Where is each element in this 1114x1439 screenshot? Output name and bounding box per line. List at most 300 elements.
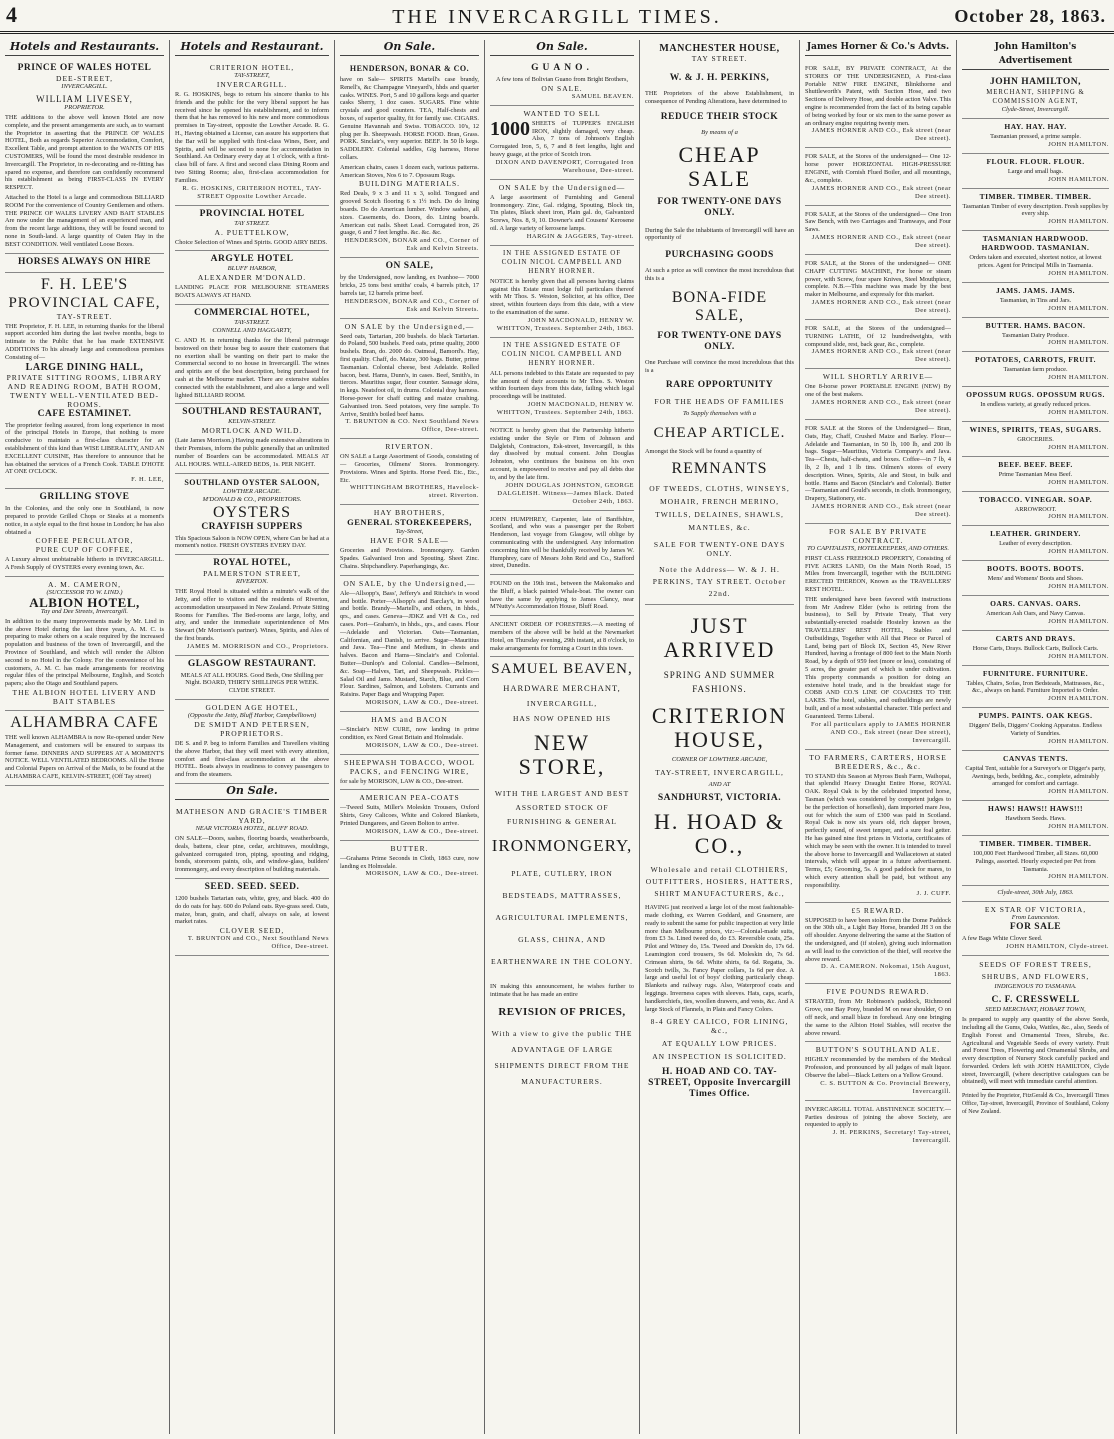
ad-body: for sale by MORISON, LAW & CO., Dee-street. <box>340 777 464 785</box>
hamilton-item <box>962 631 1109 666</box>
ad-morison-law <box>340 576 479 712</box>
ad-signature: JAMES HORNER AND CO., Esk street (near Dee street). <box>811 127 951 143</box>
hamilton-item-title: CARTS AND DRAYS. <box>995 633 1076 643</box>
ad-argyle-hotel <box>175 251 329 305</box>
ad-body: HIGHLY recommended by the members of the Medical Profession, and pronounced by all judges of malt liquor. Observe the label—Black Letters on a Yellow Ground. <box>805 1056 951 1079</box>
ad-signature: JAMES M. MORRISON and CO., Proprietors. <box>186 642 329 650</box>
hamilton-item-body: Capital Tent, suitable for a Surveyor's or Digger's party, Awnings, beds, bedding, &c., complete, admirably arranged for comfort and carriage. <box>965 764 1106 788</box>
ad-body: ANCIENT ORDER OF FORESTERS.—A meeting of members of the above will be held at the Newmarket Hotel, on Thursday evening, 29th instant, at 8 o'clock, to make arrangements for forming a Court in this town. <box>490 621 634 652</box>
ad-southland-oyster-saloon <box>175 474 329 556</box>
ad-cheap-sale: CHEAP SALE <box>678 141 761 191</box>
ad-street: Tay-Street, <box>395 528 424 536</box>
ad-royal-oak-horse <box>805 750 951 903</box>
ad-sheepwash-tobacco <box>340 755 479 791</box>
ad-commercial-hotel <box>175 305 329 404</box>
ad-signature: MORISON, LAW & CO., Dee-street. <box>365 870 479 878</box>
hamilton-item-body: Mens' and Womens' Boots and Shoes. <box>987 575 1084 583</box>
hamilton-item <box>962 352 1109 387</box>
ad-sub: HARDWARE MERCHANT, <box>503 683 621 694</box>
ad-body-3: IN making this announcement, he wishes further to intimate that he has made an entire <box>490 983 634 999</box>
ad-name: ALEXANDER M'DONALD. <box>197 273 307 283</box>
ad-title: COMMERCIAL HOTEL, <box>194 307 310 318</box>
ad-title: ALBION HOTEL, <box>29 594 140 610</box>
ad-abstinence-society <box>805 1101 951 1149</box>
ad-signature: DIXON AND DAVENPORT, Corrugated Iron Warehouse, Dee-street. <box>495 158 634 174</box>
hamilton-item-signature: JOHN HAMILTON. <box>1048 873 1109 881</box>
ad-purchasing: PURCHASING GOODS <box>665 250 774 261</box>
ad-beds: TWENTY WELL-VENTILATED BED-ROOMS. <box>9 390 160 409</box>
hamilton-item-body: Tasmanian Timber of every description. Fresh supplies by every ship. <box>962 202 1109 218</box>
ad-signature: T. BRUNTON and CO., Next Southland News Office, Dee-street. <box>187 935 329 951</box>
hamilton-item <box>962 119 1109 154</box>
ad-oysters: OYSTERS <box>212 503 292 521</box>
ad-body: R. G. HOSKINS, begs to return his sincere thanks to his friends and the public for the very liberal support he has received since he opened his establishment, and to inform them that he has removed to his new and more commodious premises in Tay-street, opposite the Lowther Arcade. R. G. H., Having obtained a License, can assure his supporters that the Bar will be supplied with first-class Wines, Beer, and Spirits, and will be second to none for accommodation in Southland. An Ordinary every day at 1 o'clock, with a first-class bill of fare. A first and second class Dining Room and two Sitting Rooms; also, first-class accommodation for Families. <box>175 91 329 184</box>
ad-town: RIVERTON. <box>235 578 269 586</box>
ad-southland-restaurant <box>175 404 329 473</box>
ad-horizontal-engine <box>805 148 951 205</box>
hamilton-item-body: American Ash Oars, and Navy Canvas. <box>986 609 1085 617</box>
ad-cup: PURE CUP OF COFFEE, <box>35 545 134 555</box>
hamilton-item-body: Tasmanian Dairy Produce. <box>1002 331 1069 339</box>
hamilton-item <box>962 492 1109 527</box>
ad-grilling-stove <box>5 489 164 577</box>
ad-body-2: A Luxury almost unobtainable hitherto in INVERCARGILL. A Fresh Supply of OYSTERS every evening town, &c. <box>5 556 164 572</box>
ad-body-2: During the Sale the inhabitants of Invercargill will have an opportunity of <box>645 226 794 242</box>
ad-body: Is prepared to supply any quantity of the above Seeds, including all the Gums, Oaks, Wattles, &c., also, Seeds of English Forest and Ornamental Trees, Shrubs, &c. Agricultural and Vegetable Seeds of every variety. Fruit and Forest Trees, Flowering and Ornamental Shrubs, and every description of Nursery Stock carefully packed and forwarded. Orders left with JOHN HAMILTON, Clyde street, Invercargill, (where descriptive catalogues can be obtained), will meet with immediate careful attention. <box>962 1016 1109 1086</box>
ad-sale: SALE FOR TWENTY-ONE DAYS ONLY. <box>653 540 786 559</box>
newspaper-title: THE INVERCARGILL TIMES. <box>392 6 722 28</box>
hamilton-item-body: Leather of every description. <box>999 540 1072 548</box>
ad-title: BUTTON'S SOUTHLAND ALE. <box>815 1045 941 1055</box>
ad-title: ALHAMBRA CAFE <box>10 714 159 732</box>
ad-wanted-to-sell <box>490 106 634 180</box>
ad-days: FOR TWENTY-ONE DAYS ONLY. <box>657 196 782 218</box>
ad-crayfish: CRAYFISH SUPPERS <box>201 521 303 532</box>
ad-signature: MORISON, LAW & CO., Dee-street. <box>365 741 479 749</box>
ad-butter <box>340 841 479 883</box>
ad-title: CRITERION HOTEL, <box>209 63 295 72</box>
ad-name: A. PUETTELKOW, <box>214 227 290 237</box>
ad-saw-bench <box>805 206 951 255</box>
ad-body: DE S. and P. beg to inform Families and Travellers visiting the above Harbor, that they will meet with every attention, comfort and first-class accommodation at the above HOTEL. Boats always in readiness to convey passengers to and from the steamers. <box>175 740 329 779</box>
ad-john-humphrey <box>490 511 634 576</box>
ad-assigned-estate-2 <box>490 338 634 422</box>
ad-samuel-beaven <box>490 657 634 1094</box>
ad-calico: 8-4 GREY CALICO, FOR LINING, &c., <box>650 1017 789 1036</box>
ad-hay-brothers <box>340 505 479 575</box>
ad-signature: R. G. HOSKINS, CRITERION HOTEL, TAY-STREET Opposite Lowther Arcade. <box>182 184 322 200</box>
ad-sub: GENERAL STOREKEEPERS, <box>347 517 472 528</box>
ad-body: FOR SALE, at the Stores of the undersigned— One Iron Saw Bench, with two Carriages and Tramways, and Four Saws. <box>805 210 951 234</box>
ad-signature: WHITTINGHAM BROTHERS, Havelock-street. Riverton. <box>349 484 479 500</box>
column-hotels-restaurant-2 <box>170 40 335 1434</box>
ad-title: SEEDS OF FOREST TREES, SHRUBS, AND FLOWERS, <box>979 960 1092 982</box>
hamilton-item-signature: JOHN HAMILTON. <box>1048 513 1109 521</box>
ad-body-2: The proprietor feeling assured, from long experience in most of the principal Hotels in Europe, that nothing is more conducive to maintain a first-class character for an establishment of this kind than WISE LIBERALITY, AND AN EXCELLENT CUISINE, Has therefore to announce that he has obtained the services of a French Cook. TABLE D'HOTE AT ONE O'CLOCK. <box>5 421 164 476</box>
ad-portable-engine <box>805 369 951 420</box>
hamilton-item-signature: JOHN HAMILTON. <box>1048 218 1109 226</box>
ad-remnants: REMNANTS <box>671 460 768 478</box>
ad-title: FOR SALE BY PRIVATE CONTRACT. <box>829 526 927 545</box>
hamilton-item-title: FLOUR. FLOUR. FLOUR. <box>986 156 1085 166</box>
ad-title: SAMUEL BEAVEN, <box>491 661 633 678</box>
ad-body: FOR SALE, at the Stores of the undersigned— TURNING LATHE, Of 12 hundredweights, with compound slide, rest, back gear, &c., complete. <box>805 324 951 348</box>
ad-body: ON SALE a Large Assortment of Goods, consisting of— Groceries, Oilmens' Stores. Ironmongery. Provisions. Wines and Spirits. Horse Feed. Etc., Etc., Etc. <box>340 453 479 484</box>
ad-title: ON SALE, <box>385 261 434 272</box>
ad-names: DE SMIDT AND PETERSEN, PROPRIETORS. <box>194 720 310 739</box>
ad-clover: CLOVER SEED, <box>219 926 285 936</box>
ad-store: NEW STORE, <box>518 730 606 780</box>
ad-seed <box>175 879 329 956</box>
ad-title: BUTTER. <box>390 843 429 853</box>
ad-alhambra-cafe <box>5 711 164 786</box>
hamilton-item <box>962 526 1109 561</box>
ad-body-3: At such a price as will convince the most incredulous that this is a <box>645 267 794 282</box>
column-on-sale <box>335 40 485 1434</box>
ad-hargin-jaggers <box>490 180 634 246</box>
ad-revision: REVISION OF PRICES, <box>498 1006 626 1019</box>
ad-title: SOUTHLAND RESTAURANT, <box>182 407 322 418</box>
ad-body: Groceries and Provisions. Ironmongery. Garden Spades. Galvanised Iron and Spouting. Sheet Zinc. Chains. Shipchandlery. Paperhangings, &c. <box>340 547 479 571</box>
hamilton-item <box>962 457 1109 492</box>
hamilton-item-body: Large and small bags. <box>1007 167 1064 175</box>
column-john-hamilton <box>957 40 1114 1434</box>
ad-stores-goods <box>805 420 951 524</box>
hamilton-item-body: ARROWROOT. <box>1014 505 1057 513</box>
ad-place: Clyde-Street, Invercargill. <box>1001 106 1070 113</box>
hamilton-item-title: PUMPS. PAINTS. OAK KEGS. <box>978 711 1093 721</box>
hamilton-item-signature: JOHN HAMILTON. <box>1048 652 1109 660</box>
ad-signature: MORISON, LAW & CO., Dee-street. <box>365 827 479 835</box>
section-header: John Hamilton's Advertisement <box>962 40 1109 70</box>
ad-signature: Note the Address— W. & J. H. PERKINS, TAY STREET. October 22nd. <box>652 565 787 599</box>
ad-body-2: THE undersigned have been favored with instructions from Mr Andrew Elder (who is retiring from the business), to Sell by Private Treaty, That very substantially-erected roadside Hostelry known as the TRAVELLERS' REST HOTEL, Stables and Outbuildings, Together with All that Piece or Parcel of Land, being part of Block IX, Section 45, New River Hundred, having a frontage of 800 feet to the Main North Road, by a depth of 959 feet (more or less), consisting of 5 acres, the greater part of which is under cultivation. This property commands a position for doing an extensive hotel trade, and is the breakfast stage for COBB AND CO.'S LINE OF COACHES TO THE LAKES. The hotel, stables, and outbuildings are newly built, and of a most substantial character. Title perfect and Guaranteed. Terms Liberal. <box>805 595 951 720</box>
ad-found-whale-boat <box>490 575 634 616</box>
hamilton-item-title: OPOSSUM RUGS. OPOSSUM RUGS. <box>966 390 1105 400</box>
ad-title: WANTED TO SELL <box>523 108 601 118</box>
ad-place: SEED MERCHANT, HOBART TOWN, <box>985 1006 1086 1014</box>
ad-five-pounds-reward <box>805 984 951 1042</box>
ad-henderson-bonar <box>340 60 479 258</box>
ad-signature: JOHN MACDONALD, HENRY W. WHITTON, Trustees. September 24th, 1863. <box>496 316 634 332</box>
ad-timber-yard <box>175 804 329 879</box>
ad-signature: H. HOAD AND CO. TAY-STREET, Opposite Invercargill Times Office. <box>648 1067 791 1100</box>
ad-body: INVERCARGILL TOTAL ABSTINENCE SOCIETY.—Parties desirous of joining the above Society, are requested to apply to <box>805 1105 951 1129</box>
ad-body: NOTICE is hereby given that all persons having claims against this Estate must lodge full particulars thereof with Mr Thos. S. Weston, Solicitor, at his office, Dee street, within fourteen days from this date, with a view to the examination of the same. <box>490 277 634 316</box>
ad-body: LANDING PLACE FOR MELBOURNE STEAMERS BOATS ALWAYS AT HAND. <box>175 284 329 300</box>
ad-title: HAMS and BACON <box>371 715 448 725</box>
hamilton-item-signature: JOHN HAMILTON. <box>1048 788 1109 796</box>
ad-proprietor-name: WILLIAM LIVESEY, <box>36 94 133 104</box>
column-on-sale-2 <box>485 40 640 1434</box>
ad-body: FOR SALE, at the Stores of the undersigned— One 12-horse power HORIZONTAL HIGH-PRESSURE ENGINE, with Cornish Flued Boiler, and all mountings, &c., complete. <box>805 153 951 184</box>
ad-body-2: WITH THE LARGEST AND BEST ASSORTED STOCK OF FURNISHING & GENERAL <box>494 789 630 827</box>
ad-names: MORTLOCK AND WILD. <box>201 426 303 436</box>
hamilton-item <box>962 231 1109 283</box>
hamilton-item-title: LEATHER. GRINDERY. <box>990 529 1081 539</box>
hamilton-item-body: Prime Tasmanian Mess Beef. <box>998 470 1073 478</box>
hamilton-item-signature: JOHN HAMILTON. <box>1048 822 1109 830</box>
hamilton-item-signature: JOHN HAMILTON. <box>1048 617 1109 625</box>
ad-sub: TO CAPITALISTS, HOTELKEEPERS, AND OTHERS. <box>806 544 950 552</box>
ad-body: FOR SALE at the Stores of the Undersigned— Bran, Oats, Hay, Chaff, Crushed Maize and Barley. Flour—Adelaide and Tasmanian, in 50 lb, 100 lb, and 200 lb bags. Sugar—Mauritius, Victoria Company's and Java. Tea—Chests, half-chests, and boxes. Coffee—in 7 lb, 4 lb, 2 lb, and 1 lb tins. Oilmen's stores of every description. Wines, Spirits, Ale and Stout, in bulk and bottle. Hams and Bacon (Sinclair's and Colonial). Butter—Tasmanian and Gould's seconds, in cloth. Ironmongery, Drapery, Stationery, etc. <box>805 424 951 503</box>
ad-stables: THE ALBION HOTEL LIVERY AND BAIT STABLES <box>12 688 157 707</box>
ad-supply: To Supply themselves with a <box>682 410 757 418</box>
ad-title: MATHESON AND GRACIE'S TIMBER YARD, <box>176 807 328 826</box>
ad-signature: HARGIN & JAGGERS, Tay-street. <box>526 232 634 240</box>
ad-body: Choice Selection of Wines and Spirits. GOOD AIRY BEDS. <box>175 238 328 246</box>
ad-body: One 8-horse power PORTABLE ENGINE (NEW) By one of the best makers. <box>805 383 951 399</box>
ad-body: have on Sale— SPIRITS Martell's case brandy, Renell's, &c Champagne Vineyard's, hhds and quarter casks. WINES. Port, 5 and 10 gallons kegs and quarter casks Sherry, 1 doz cases. SUGARS. Fine white crystals and good counters. TEA, Half-chests and boxes, of superior quality, fit for family use. CIGARS. Genuine Havannah and Swiss. TOBACCO. 10's, 12 plug per lb. Sheepwash. HORSE FOOD. Bran, Grass. PORK. Sinclair's, very superior. BEEF. In 50 lb kegs. SADDLERY. Colonial saddles, Gig harness, Horse collars. <box>340 76 479 161</box>
ad-reduce: REDUCE THEIR STOCK <box>660 111 779 122</box>
ad-criterion-house <box>645 605 794 1104</box>
ad-corner: CORNER OF LOWTHER ARCADE, <box>671 756 768 764</box>
hamilton-item-signature: JOHN HAMILTON. <box>1048 582 1109 590</box>
ad-body: FIRST CLASS FREEHOLD PROPERTY, Consisting of FIVE ACRES LAND, On the Main North Road, 15 Miles from Invercargill, together with the BUILDING ERECTED THEREON, Known as the TRAVELLERS' REST HOTEL. <box>805 554 951 594</box>
ad-provincial-cafe <box>5 273 164 490</box>
ad-body: FOR SALE, at the Stores of the undersigned— ONE CHAFF CUTTING MACHINE, For horse or steam power, with Screw, four spare Knives, Steel Mouthpiece, complete. N.B.—This machine was made by the best maker in Melbourne, and expressly for this market. <box>805 259 951 299</box>
ad-names: CONNELL AND HAGGARTY, <box>212 326 292 334</box>
ad-title: IN THE ASSIGNED ESTATE OF COLIN NICOL CAMPBELL AND HENRY HORNER. <box>501 249 623 275</box>
hamilton-item-title: TIMBER. TIMBER. TIMBER. <box>979 191 1092 201</box>
ad-signature: MORISON, LAW & CO., Dee-street. <box>365 699 479 707</box>
ad-guano <box>490 60 634 106</box>
hamilton-item-signature: JOHN HAMILTON. <box>1048 269 1109 277</box>
ad-body: MEALS AT ALL HOURS. Good Beds, One Shilling per Night. BOARD, THIRTY SHILLINGS PER WEEK. CLYDE STREET. <box>180 671 324 695</box>
ad-list: OF TWEEDS, CLOTHS, WINSEYS, MOHAIR, FRENCH MERINO, TWILLS, DELAINES, SHAWLS, MANTLES, &c. <box>649 484 790 533</box>
ad-place: (Opposite the Jetty, Bluff Harbor, Campbelltown) <box>187 712 317 720</box>
ad-turning-lathe <box>805 320 951 369</box>
ad-inspection: AN INSPECTION IS SOLICITED. <box>652 1052 787 1062</box>
ad-body: FOUND on the 19th inst., between the Makomako and the Bluff, a black painted Whale-boat. The owner can have the same by applying to James Clancy, near M'Nutty's Accommodation House, Bluff Road. <box>490 580 634 611</box>
ad-hall: LARGE DINING HALL, <box>25 361 144 373</box>
ad-signature: JOHN DOUGLAS JOHNSTON, GEORGE DALGLEISH. Witness—James Black. Dated October 24th, 1863. <box>497 481 634 505</box>
hamilton-item <box>962 596 1109 631</box>
ad-body: ON SALE—Doors, sashes, flooring boards, weatherboards, deals, battens, clear pine, cedar, architraves, mouldings, galvanized corrugated iron, piping, spouting and ridging, bonds, storeroom paints, oils, and window-glass, builders' ironmongery, and every description of building materials. <box>175 835 329 874</box>
ad-list: PLATE, CUTLERY, IRON BEDSTEADS, MATTRASSES, AGRICULTURAL IMPLEMENTS, GLASS, CHINA, AND EARTHENWARE IN THE COLONY. <box>491 869 633 967</box>
ad-sub: INDIGENOUS TO TASMANIA. <box>994 983 1077 991</box>
ad-body: Wholesale and retail CLOTHIERS, OUTFITTERS, HOSIERS, HATTERS, SHIRT MANUFACTURERS, &c., <box>645 865 794 899</box>
hamilton-item-signature: JOHN HAMILTON. <box>1048 695 1109 703</box>
ad-cresswell-seeds <box>962 956 1109 1121</box>
ad-street: TAY-STREET, INVERCARGILL, <box>655 768 784 778</box>
ad-fire-engine <box>805 60 951 148</box>
ad-signature: J. J. CUFF. <box>916 889 951 897</box>
hamilton-item <box>962 318 1109 353</box>
ad-travellers-rest <box>805 524 951 750</box>
ad-town: INVERCARGILL. <box>216 80 288 89</box>
hamilton-item <box>962 283 1109 318</box>
ad-signature: JOHN MACDONALD, HENRY W. WHITTON, Trustees. September 24th, 1863. <box>496 400 634 416</box>
ad-criterion-hotel <box>175 60 329 206</box>
ad-street: TAY-STREET. <box>234 318 270 326</box>
section-header: Hotels and Restaurant. <box>175 40 329 56</box>
hamilton-item-signature: JOHN HAMILTON. <box>1048 737 1109 745</box>
ad-street: KELVIN-STREET. <box>228 418 276 426</box>
ad-prices: AT EQUALLY LOW PRICES. <box>661 1039 778 1049</box>
ad-name: H. HOAD & CO., <box>653 809 786 859</box>
ad-body: THE Proprietors of the above Establishment, in consequence of Pending Alterations, have determined to <box>645 90 794 105</box>
hamilton-item <box>962 666 1109 709</box>
ad-body-extra: Attached to the Hotel is a large and commodious BILLIARD ROOM For the convenience of Country Gentlemen and others. THE PRINCE OF WALES LIVERY AND BAIT STABLES Are now under the management of an experienced man, and from the recent large additions, they will be found second to none in South-land. A large quantity of Oaten Hay in the BEST CONDITION. Well ventilated Loose Boxes. <box>5 193 164 248</box>
ad-title: PRINCE OF WALES HOTEL <box>17 63 152 73</box>
ad-albion-hotel <box>5 577 164 711</box>
hamilton-item-title: HAWS! HAWS!! HAWS!!! <box>987 804 1083 814</box>
ad-body: HAS NOW OPENED HIS <box>512 714 612 724</box>
ad-glasgow-restaurant <box>175 656 329 700</box>
ad-place: Clyde-street, 30th July, 1863. <box>997 889 1074 897</box>
ad-town: INVERCARGILL, <box>526 699 598 709</box>
ad-body: SHEETS of TUPPER'S ENGLISH IRON, slightly damaged, very cheap. Also, 7 tons of Johnson's English Corrugated Iron, 5, 6, 7 and 8 feet lengths, light and heavy guage, at the price of Scotch iron. <box>490 119 634 158</box>
ad-hamilton-date <box>962 886 1109 902</box>
ad-body: In addition to the many improvements made by Mr. Lind in the above Hotel during the last three years, A. M. C. is preparing to make others on a scale required by the increased population and business of the town of Invercargill, and the Province of Southland, and which will render the Albion second to no Hotel in the Colony. For the convenience of his customers, A. M. C. has made arrangements for receiving regular files of the principal Melbourne, English, and Scotch papers; also the Otago and Southland papers. <box>5 617 164 688</box>
ad-body-5: Amongst the Stock will be found a quantity of <box>645 448 762 456</box>
hamilton-item-signature: JOHN HAMILTON. <box>1048 304 1109 312</box>
ad-names: M'DONALD & CO., PROPRIETORS. <box>202 495 302 503</box>
hamilton-item-title: TASMANIAN HARDWOOD. HARDWOOD. TASMANIAN. <box>981 234 1090 253</box>
hamilton-item-signature: JOHN HAMILTON. <box>1048 548 1109 556</box>
ad-body-2: HAVING just received a large lot of the most fashionable-made clothing, ex Warren Goddard, and Grasmere, are ready to submit the same for public inspection at very little more than Melbourne prices, viz:—Colonial-made suits, from £3 3s. Lined tweed do, do £3. Reversible coats, 25s. Pilot and Witney do, 15s. Tweed and Doeskin do, 17s 6d. Leamington cord trousers, 9s 6d. Moleskin do, 7s 6d. Crimean shirts, 9s 6d. White shirts, 6s 6d. Regatta, 3s. Scotch twills, 3s. Fancy Paper collars, 1s 6d per doz. A large and useful lot of boys' clothing particularly cheap. Blankets and railway rugs. Also, Waterproof coats and leggings. Inverness capes with sleeves. Hats, caps, scarfs, handkerchiefs, ties, woollen drawers, and vests, &c. And A large Stock of Flannels, in Plain and Fancy Colors. <box>645 904 794 1013</box>
ad-body-more: American chairs, cases 1 dozen each, various patterns. American Stoves, Nos 6 to 7. Opossum Rugs. <box>340 163 479 179</box>
ad-body-2: Red Deals, 9 x 3 and 11 x 3, solid. Tongued and grooved Scotch flooring 6 x 1½ inch. Do do lining boards. Do do American lumber. Window sashes, all sizes. Casements, do. Doors, do. Lining boards. American cut nails. Sheet Lead. Corrugated iron, 26 guage, 6 and 7 feet lengths. &c. &c. &c. <box>340 190 479 237</box>
hamilton-item-signature: JOHN HAMILTON. <box>1048 339 1109 347</box>
hamilton-item-title: WINES, SPIRITS, TEAS, SUGARS. <box>969 424 1102 434</box>
ad-place: NEAR VICTORIA HOTEL, BLUFF ROAD. <box>195 825 309 833</box>
ad-john-hamilton-header <box>962 74 1109 119</box>
ad-title: IN THE ASSIGNED ESTATE OF COLIN NICOL CAMPBELL AND HENRY HORNER. <box>501 341 623 367</box>
ad-body: In the Colonies, and the only one in Southland, is now prepared to provide Grilled Chops or Steaks at a moment's notice, in a style equal to the first house in London; he has also obtained a <box>5 505 164 536</box>
ad-title: JOHN HAMILTON, <box>990 77 1081 87</box>
section-header-on-sale: On Sale. <box>175 784 329 800</box>
ad-title: £5 REWARD. <box>851 905 905 915</box>
hamilton-item <box>962 836 1109 886</box>
ad-and: AND AT <box>708 781 731 789</box>
hamilton-item-title: BEEF. BEEF. BEEF. <box>998 459 1073 469</box>
ad-partnership-notice <box>490 422 634 511</box>
ad-body-4: One Purchase will convince the most incredulous that this is a <box>645 358 794 374</box>
ad-body: —Tweed Suits, Miller's Moleskin Trousers, Oxford Shirts, Grey Calicoes, White and Colored Blankets, Printed Dungarees, and Green Bolton to arrive. <box>340 804 479 828</box>
ad-whittingham-riverton <box>340 439 479 505</box>
ad-body: —Sinclair's NEW CURE, now landing in prime condition, ex Nord Great Britain and Holmsdale. <box>340 726 479 741</box>
ad-star-of-victoria <box>962 902 1109 956</box>
ad-signature: JAMES HORNER AND CO., Esk street (near Dee street). <box>811 398 951 414</box>
section-header: Hotels and Restaurants. <box>5 40 164 56</box>
hamilton-item-body: Tables, Chairs, Sofas, Iron Bedsteads, Mattrasses, &c., &c., always on hand. Furniture Imported to Order. <box>966 679 1105 695</box>
ad-name: PROVINCIAL CAFE, <box>8 294 161 311</box>
ad-signature: J. H. PERKINS, Secretary! Tay-street, Invercargill. <box>832 1129 951 1145</box>
ad-street: Tay and Dee Streets, Invercargill. <box>40 607 129 615</box>
ad-signature: JAMES HORNER AND CO., Esk street (near Dee street). <box>811 233 951 249</box>
hamilton-item <box>962 751 1109 801</box>
ad-street: TAY STREET. <box>234 219 270 227</box>
ad-body: (Late James Morrison.) Having made extensive alterations in their Premises, inform the public generally that an unlimited number of Boarders can be accommodated. MEALS AT ALL HOURS. WELL-AIRED BEDS, 1s. PER NIGHT. <box>175 437 329 468</box>
ad-signature: F. H. LEE, <box>131 476 164 484</box>
hamilton-item <box>962 387 1109 422</box>
ad-title: ON SALE by the Undersigned,— <box>344 321 475 331</box>
ad-rare: RARE OPPORTUNITY <box>665 380 774 391</box>
ad-street: TAY-STREET, <box>234 72 270 79</box>
ad-body: NOTICE is hereby given that the Partnership hitherto existing under the Style or Firm of Johnson and Dalgleish, Contractors, Esk-street, Invercargill, is this day dissolved by mutual consent. John Douglas Johnston, who continues the business on his own account, is empowered to receive and pay all debts due to, and by the late firm. <box>490 426 634 481</box>
ad-assigned-estate-1 <box>490 246 634 338</box>
hamilton-item-title: CANVAS TENTS. <box>1003 753 1068 763</box>
hamilton-item-body: GROCERIES. <box>1017 435 1054 443</box>
ad-coffee: COFFEE PERCULATOR, <box>35 536 134 546</box>
section-header: James Horner & Co.'s Advts. <box>805 40 951 56</box>
hamilton-item-body: Tasmanian, in Tins and Jars. <box>999 296 1072 304</box>
ad-title: HENDERSON, BONAR & CO. <box>349 64 470 73</box>
ad-body: THE additions to the above well known Hotel are now complete, and the present arrangements are such, as to warrant the Proprietor in asserting that the PRINCE OF WALES HOTEL, Both as regards Superior Accommodation, Comfort, Excellent Table, and prompt attention to the WANTS OF HIS CUSTOMERS, Will be found the most desirable residence in Invercargill. The Proprietor, in re-decorating and re-fitting has spared no expense, and therefore can confidently recommend his establishment as being FIRST-CLASS IN EVERY RESPECT. <box>5 114 164 192</box>
issue-date: October 28, 1863. <box>954 6 1106 26</box>
ad-place: RIVERTON. <box>385 442 434 452</box>
ad-body: ALL persons indebted to this Estate are requested to pay the amount of their accounts to Mr Thos. S. Weston within fourteen days from this date, failing which legal proceedings will be instituted. <box>490 369 634 401</box>
ad-golden-age-hotel <box>175 700 329 784</box>
ad-body-4: With a view to give the public THE ADVANTAGE OF LARGE SHIPMENTS DIRECT FROM THE MANUFACTURERS. <box>491 1029 633 1087</box>
masthead <box>0 0 1114 34</box>
ad-rooms: PRIVATE SITTING ROOMS, LIBRARY AND READING ROOM, BATH ROOM, <box>6 372 163 391</box>
ad-town: INVERCARGILL. <box>61 83 108 90</box>
ad-title: FIVE POUNDS REWARD. <box>826 987 930 997</box>
ad-hams-bacon <box>340 712 479 755</box>
ad-body: C. AND H. in returning thanks for the liberal patronage bestowed on their house beg to assure their customers that no exertion shall be wanting on their part to make the Commercial second to no house in Invercargill. The wines and spirits are of the best description, being purchased for cash at the Melbourne market. There are extensive stables connected with the establishment, and also a large and well lighted BILLIARD ROOM. <box>175 336 329 399</box>
ad-sub: From Launceston. <box>1011 914 1060 922</box>
ad-body: TO STAND this Season at Myross Bush Farm, Waihopai, that splendid Heavy Draught Entire Horse, ROYAL OAK. Royal Oak is by the celebrated imported horse, Tasman (which was considered by competent judges to be the perfection of horseflesh), dam imported mare Jess, out for which the sum of £300 was paid in Scotland. Royal Oak is now six years old, rich dapper brown, perfectly sound, of sweet temper, and a sure foal getter. He has gained nine first prizes in Victoria, certificates of which may be seen with the owner. It is intended to travel the above horse to Invercargill and Wallacetown at stated intervals, which will appear in a future advertisement. Terms, £5; Grooming, 5s. A good paddock for mares, to which every attention shall be paid, but without any responsibility. <box>805 772 951 889</box>
ad-ironmongery: IRONMONGERY, <box>491 836 633 856</box>
ad-sub: (SUCCESSOR TO W. LIND.) <box>46 588 123 596</box>
ad-brunton-seed-oats <box>340 319 479 440</box>
hamilton-item-signature: JOHN HAMILTON. <box>1048 140 1109 148</box>
ad-on-sale-ivanhoe <box>340 258 479 318</box>
hamilton-item-body: In endless variety, at greatly reduced prices. <box>980 401 1091 409</box>
ad-title: HORSES ALWAYS ON HIRE <box>17 256 152 267</box>
ad-signature: JAMES HORNER AND CO., Esk street (near Dee street). <box>811 184 951 200</box>
hamilton-item-signature: JOHN HAMILTON. <box>1048 175 1109 183</box>
ad-signature: SAMUEL BEAVEN. <box>571 92 634 100</box>
ad-name: C. F. CRESSWELL <box>991 995 1080 1006</box>
ad-body: Seed oats, Tartarian, 200 bushels. do black Tartarian. do Poland, 500 bushels. Feed oats, prime quality, 2000 bushels. Bran, do. 2000 do. Oatmeal, Bamord's. Hay, first quality. Chaff, do. Maize, 300 bags. Butter, prime Tasmanian. Colonial cheese, best Adelaide. Rolled bacon, best. Hams, Dunn's, in cases. Beef, Smith's, in tierces. Mauritius sugar, flour counter. Sausage skins, in kegs. Neatsfoot oil, in drums. Colonial dray harness. Horse-power for chaff cutting and maize crushing. Galvanised iron. Seed potatoes, very fine sample. To Arrive, Smith's boiled beef hams. <box>340 332 479 418</box>
ad-title: AMERICAN PEA-COATS <box>359 793 460 803</box>
hamilton-item <box>962 422 1109 457</box>
hamilton-item <box>962 561 1109 596</box>
ad-signature: T. BRUNTON & CO. Next Southland News Office, Dee-street. <box>345 418 479 434</box>
hamilton-item <box>962 801 1109 836</box>
ad-title: GRILLING STOVE <box>39 492 130 503</box>
ad-title: ON SALE by the Undersigned— <box>498 182 626 192</box>
ad-title: SHEEPWASH TOBACCO, WOOL PACKS, and FENCING WIRE, <box>344 757 475 776</box>
ad-title: GOLDEN AGE HOTEL, <box>205 703 299 713</box>
ad-signature: HENDERSON, BONAR and CO., Corner of Esk and Kelvin Streets. <box>344 237 479 253</box>
ad-name: A. M. CAMERON, <box>48 579 121 589</box>
ad-sale: FOR SALE <box>1009 922 1062 933</box>
ad-title: SOUTHLAND OYSTER SALOON, <box>184 477 320 487</box>
column-manchester-house <box>640 40 800 1434</box>
ad-body: JOHN HUMPHREY, Carpenter, late of Banffshire, Scotland, and who was a passenger per the Robert Henderson, last voyage from Glasgow, will oblige by communicating with the undersigned. Any information concerning him will be thankfully received by James W. Humphrey, care of Messrs John Reid and Co., Stafford street, Dunedin. <box>490 515 634 570</box>
page-number: 4 <box>6 2 17 27</box>
ad-body: SUPPOSED to have been stolen from the Dome Paddock on the 30th ult., a Light Bay Horse, branded JH 3 on the off shoulder. Anyone delivering the same at the Station of the undersigned, and (if stolen), giving such information as will lead to the conviction of the thief, will receive the above reward. <box>805 916 951 963</box>
ad-body: Ale—Allsopp's, Bass', Jeffery's and Ritchie's in wood and bottle. Porter—Allsopp's and Barclay's, in wood and bottle. Brandy—Martell's, and others, in hhds., qrs., and cases. Geneva—JDKZ and VH & Co., red cases. Port—Graham's, in hhds., qrs., and cases. Flour—Adelaide and Victorian. Oats—Tasmanian, Californian, and Danish, to arrive. Sugar—Mauritius and Java. Tea—Fine and Medium, in chests and halves. Bacon and Hams—Sinclair's and Colonial. Butter—Dunlop's and Colonial. Candles—Belmont, &c. Soap—Halves, Tart, and Sheepwash. Pickles—Salad Oil and Jams. Mustard, Starch, Blue, and Corn Flour. Sardines, Salmon, and Lobsters. Currants and Raisins. Paper Bags and Wrapping Paper. <box>340 589 479 699</box>
hamilton-item-body: Diggers' Bells, Diggers' Cooking Apparatus. Endless Variety of Sundries. <box>969 722 1102 737</box>
ad-title: ON SALE, by the Undersigned,— <box>343 578 476 588</box>
ad-role: PROPRIETOR. <box>64 104 105 111</box>
hamilton-item-title: BUTTER. HAMS. BACON. <box>985 320 1086 330</box>
hamilton-item-signature: JOHN HAMILTON. <box>1048 443 1109 451</box>
ad-body: A large assortment of Furnishing and General Ironmongery. Zinc, Gal. ridging, Spouting, Block tin, Tin plates, Black sheet iron, Plain gal. do, Galvanized Screws, Nos. 8, 9, 10. Downer's and Cousens' Kerosene oil. A large variety of kerosene lamps. <box>490 193 634 232</box>
ad-body: —Grahams Prime Seconds in Cloth, 1863 cure, now landing ex Holmsdale. <box>340 854 479 870</box>
ad-street: LOWTHER ARCADE. <box>222 487 282 495</box>
ad-estaminet: CAFE ESTAMINET. <box>37 408 132 419</box>
ad-body: THE Proprietor, F. H. LEE, in returning thanks for the liberal support accorded him during the last twelve months, begs to intimate to the Public that he has made EXTENSIVE ADDITIONS To his already large and commodious premises Consisting of— <box>5 322 164 361</box>
hamilton-item-title: JAMS. JAMS. JAMS. <box>995 285 1076 295</box>
ad-body: by the Undersigned, now landing, ex Ivanhoe— 7000 bricks, 25 tons best smiths' coals, 4 barrels pitch, 17 barrels tar, 12 barrels prime beef. <box>340 274 479 297</box>
